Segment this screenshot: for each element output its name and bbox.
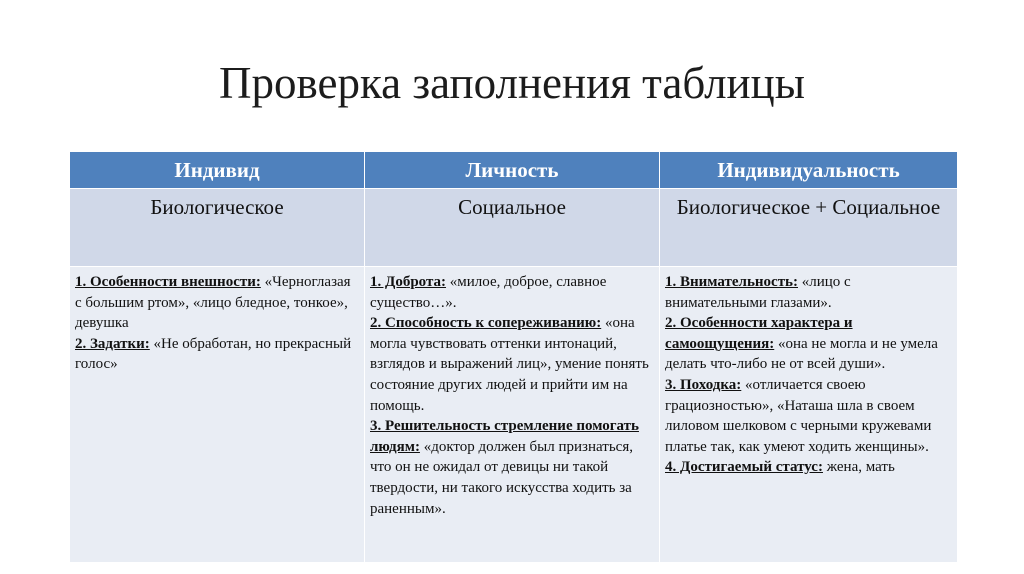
table-entry: [370, 416, 653, 519]
entry-text: «Черноглазая с большим ртом», «лицо бледное, тонкое», девушка: [75, 274, 351, 332]
entry-label: 1. Доброта:: [370, 274, 447, 290]
table-entry: [665, 313, 951, 375]
table-entry: [75, 272, 358, 334]
table-entry: [370, 313, 653, 416]
entry-label: 2. Способность к сопереживанию:: [370, 315, 602, 332]
table-entry: [75, 334, 358, 375]
entry-text: жена, мать: [822, 459, 895, 476]
header-individualnost: Индивидуальность: [660, 152, 958, 189]
entry-text: «Не обработан, но прекрасный голос»: [75, 335, 352, 373]
subtitle-lichnost: Социальное: [365, 189, 660, 267]
header-lichnost: Личность: [365, 152, 660, 189]
subtitle-individualnost: Биологическое + Социальное: [660, 189, 958, 267]
entry-label: 1. Внимательность:: [665, 274, 798, 290]
entry-label: 2. Особенности характера и самоощущения:: [665, 315, 853, 352]
entry-label: 4. Достигаемый статус:: [665, 459, 823, 476]
table-entry: [370, 272, 653, 313]
content-row: [70, 267, 958, 563]
subtitle-individ: Биологическое: [70, 189, 365, 267]
entry-text: «доктор должен был признаться, что он не ожидал от девицы ни такой твердости, ни такого искусства ходить за раненным».: [370, 438, 633, 517]
column-individualnost-content: [660, 267, 958, 563]
table-entry: [665, 457, 951, 478]
entry-text: «она не могла и не умела делать что-либо не от всей души».: [665, 335, 938, 373]
entry-label: 1. Особенности внешности:: [75, 274, 261, 290]
entry-text: «она могла чувствовать оттенки интонаций, взглядов и выражений лиц», умение понять состояние других людей и прийти им на помощь.: [370, 315, 649, 414]
header-row: [70, 152, 958, 189]
subtitle-row: [70, 189, 958, 267]
table-entry: [665, 375, 951, 457]
entry-label: 3. Походка:: [665, 376, 742, 393]
entry-text: «милое, доброе, славное существо…».: [370, 274, 607, 311]
entry-label: 2. Задатки:: [75, 335, 150, 352]
entry-text: «отличается своею грациозностью», «Наташа шла в своем лиловом шелковом с черными кружевами платье так, как умеют ходить женщины».: [665, 376, 932, 455]
header-individ: Индивид: [70, 152, 365, 189]
table-entry: [665, 272, 951, 313]
column-individ-content: [70, 267, 365, 563]
column-lichnost-content: [365, 267, 660, 563]
entry-text: «лицо с внимательными глазами».: [665, 274, 851, 311]
slide-title: Проверка заполнения таблицы: [219, 58, 805, 108]
entry-label: 3. Решительность стремление помогать людям:: [370, 418, 639, 455]
comparison-table: [69, 151, 958, 563]
